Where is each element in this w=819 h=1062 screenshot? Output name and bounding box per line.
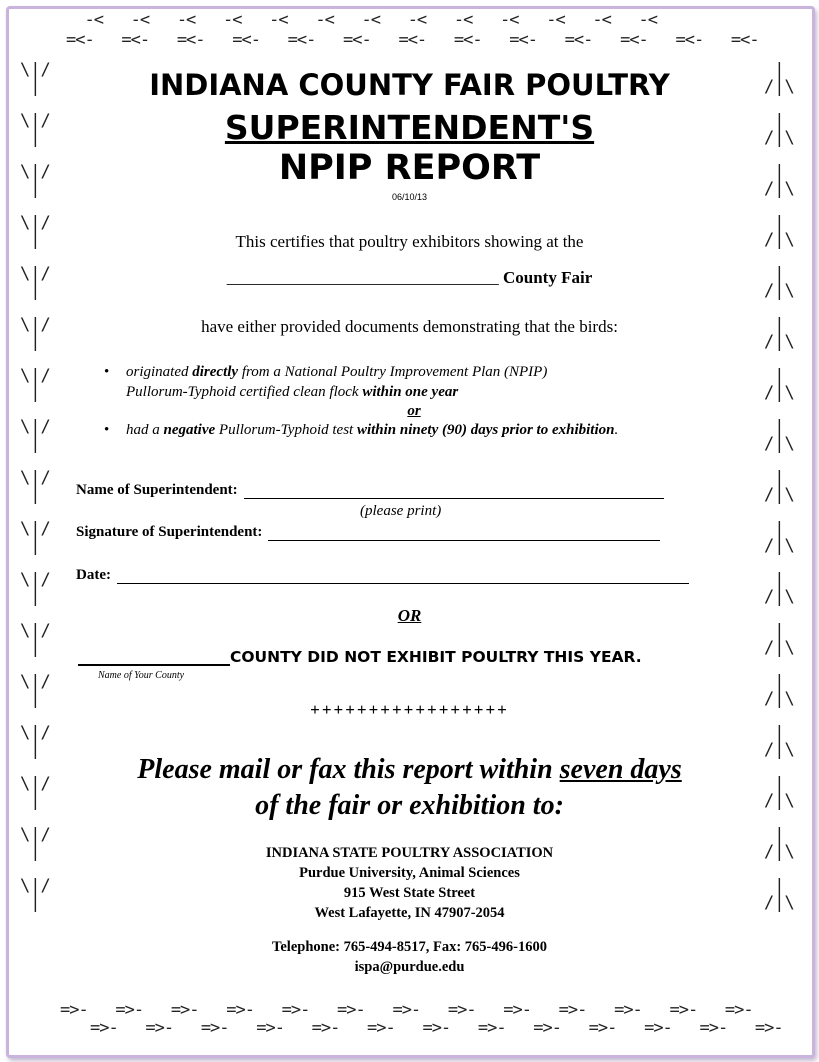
title-line-1: INDIANA COUNTY FAIR POULTRY	[149, 68, 670, 102]
signature-row	[76, 524, 660, 541]
superintendent-name-label: Name of Superintendent:	[76, 482, 238, 498]
signature-field[interactable]	[268, 526, 660, 541]
track-border-top-2: =<- =<- =<- =<- =<- =<- =<- =<- =<- =<- =<- =<- =<-	[66, 30, 759, 50]
bullet-icon: •	[104, 422, 110, 438]
county-blank[interactable]: ________________________________	[226, 268, 499, 287]
superintendent-name-field[interactable]	[244, 484, 664, 499]
street: 915 West State Street	[343, 885, 476, 901]
bullet-icon: •	[104, 364, 110, 380]
track-border-top: -< -< -< -< -< -< -< -< -< -< -< -< -<	[84, 10, 658, 30]
county-fair-line	[0, 268, 819, 288]
superintendent-name-row	[76, 482, 664, 499]
contact-info	[0, 937, 819, 977]
plus-separator: +++++++++++++++++	[310, 700, 509, 719]
date-label: Date:	[76, 567, 111, 583]
mail-instruction-line-2: of the fair or exhibition to:	[255, 790, 564, 821]
title-line-3: NPIP REPORT	[278, 148, 541, 188]
or-divider: OR	[397, 606, 422, 625]
signature-label: Signature of Superintendent:	[76, 524, 263, 540]
revision-date: 06/10/13	[391, 192, 428, 202]
track-border-left: \|/ | \|/ | \|/ | \|/ | \|/ | \|/ | \|/ | \|/ | \|/ | \|/ | \|/ | \|/ | \|/ | \|/ | \|/ | \|/ | \|/ |	[20, 60, 51, 913]
county-name-field[interactable]	[78, 648, 230, 666]
list-item: • had a negative Pullorum-Typhoid test within ninety (90) days prior to exhibition.	[104, 422, 619, 438]
not-exhibit-text: COUNTY DID NOT EXHIBIT POULTRY THIS YEAR.	[230, 648, 642, 666]
track-border-bottom-2: =>- =>- =>- =>- =>- =>- =>- =>- =>- =>- =>- =>- =>-	[90, 1018, 783, 1038]
department: Purdue University, Animal Sciences	[299, 865, 520, 881]
date-row	[76, 567, 689, 584]
date-field[interactable]	[117, 569, 689, 584]
certifies-text: This certifies that poultry exhibitors showing at the	[235, 232, 584, 251]
email[interactable]: ispa@purdue.edu	[354, 959, 465, 975]
county-fair-label: County Fair	[503, 268, 593, 287]
org-name: INDIANA STATE POULTRY ASSOCIATION	[265, 845, 554, 861]
or-separator: or	[407, 403, 421, 419]
phone-fax: Telephone: 765-494-8517, Fax: 765-496-1600	[272, 939, 547, 955]
city: West Lafayette, IN 47907-2054	[314, 905, 505, 921]
title-line-2: SUPERINTENDENT'S	[224, 108, 595, 147]
seven-days-emphasis: seven days	[559, 754, 682, 785]
mail-instruction-line-1: Please mail or fax this report within seven days	[137, 754, 682, 785]
not-exhibit-row	[78, 648, 642, 666]
list-item: • originated directly from a National Poultry Improvement Plan (NPIP) Pullorum-Typhoid certified clean flock within one year	[104, 364, 548, 400]
criteria-list	[104, 362, 744, 440]
county-name-hint: Name of Your County	[98, 670, 185, 681]
provided-text: have either provided documents demonstrating that the birds:	[201, 317, 618, 336]
mailing-address	[0, 843, 819, 923]
please-print-hint: (please print)	[360, 503, 442, 519]
track-border-right: | /|\ | /|\ | /|\ | /|\ | /|\ | /|\ | /|\ | /|\ | /|\ | /|\ | /|\ | /|\ | /|\ | /|\ | /|\ | /|\ | /|\	[764, 60, 795, 913]
track-border-bottom: =>- =>- =>- =>- =>- =>- =>- =>- =>- =>- =>- =>- =>-	[60, 1000, 753, 1020]
